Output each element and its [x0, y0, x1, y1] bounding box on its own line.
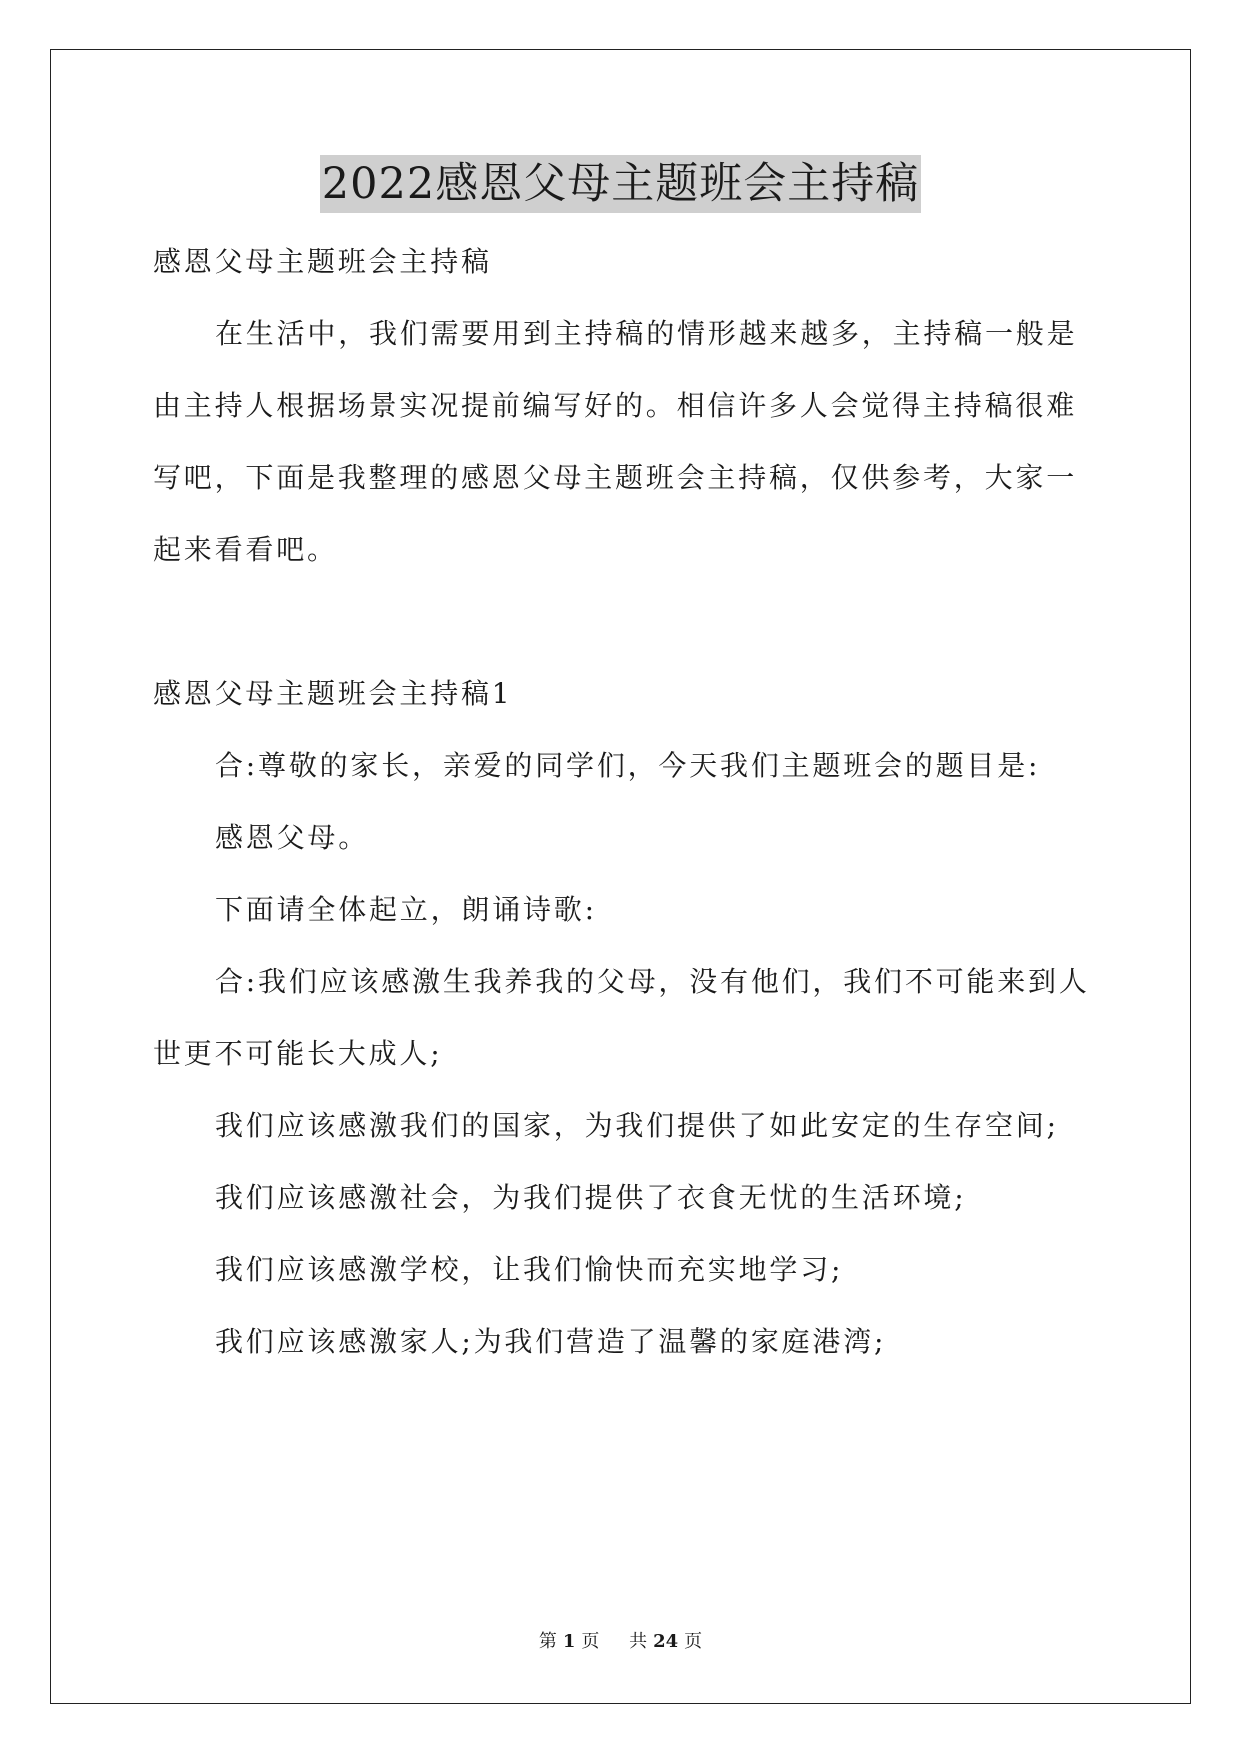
page-footer: [0, 1630, 1241, 1654]
paragraph-line: 合:我们应该感激生我养我的父母，没有他们，我们不可能来到人: [215, 965, 1090, 998]
paragraph-line: 我们应该感激社会，为我们提供了衣食无忧的生活环境;: [215, 1181, 967, 1214]
page-border: [50, 49, 1191, 1704]
paragraph-line: 在生活中，我们需要用到主持稿的情形越来越多，主持稿一般是: [215, 317, 1078, 350]
paragraph-line: 我们应该感激我们的国家，为我们提供了如此安定的生存空间;: [215, 1109, 1059, 1142]
paragraph-line: 我们应该感激学校，让我们愉快而充实地学习;: [215, 1253, 844, 1286]
title-container: [0, 155, 1241, 213]
page-indicator: 第 1 页: [538, 1631, 600, 1652]
section-heading: 感恩父母主题班会主持稿1: [153, 677, 513, 710]
paragraph-line: 由主持人根据场景实况提前编写好的。相信许多人会觉得主持稿很难: [153, 389, 1078, 422]
paragraph-line: 起来看看吧。: [153, 533, 338, 566]
document-title: 2022感恩父母主题班会主持稿: [320, 155, 921, 213]
paragraph-line: 感恩父母。: [215, 821, 370, 854]
total-pages-indicator: 共 24 页: [629, 1631, 703, 1652]
subtitle-line: 感恩父母主题班会主持稿: [153, 245, 492, 278]
paragraph-line: 下面请全体起立，朗诵诗歌:: [215, 893, 597, 926]
paragraph-line: 世更不可能长大成人;: [153, 1037, 443, 1070]
paragraph-line: 写吧，下面是我整理的感恩父母主题班会主持稿，仅供参考，大家一: [153, 461, 1078, 494]
paragraph-line: 合:尊敬的家长，亲爱的同学们，今天我们主题班会的题目是:: [215, 749, 1041, 782]
paragraph-line: 我们应该感激家人;为我们营造了温馨的家庭港湾;: [215, 1325, 887, 1358]
